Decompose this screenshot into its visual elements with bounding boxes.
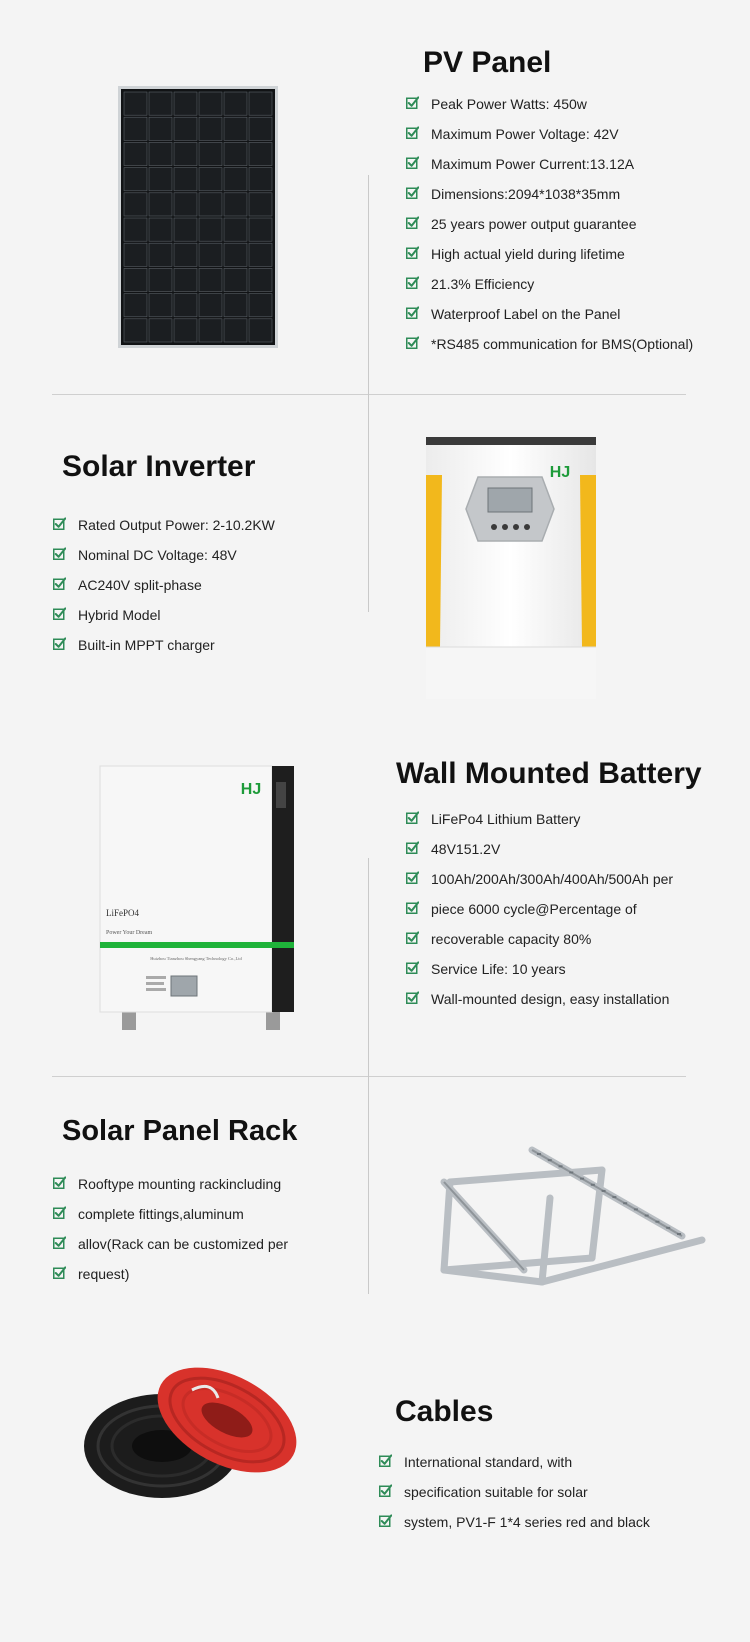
- battery-label-chemistry: LiFePO4: [106, 908, 140, 918]
- checkbox-check-icon: [406, 841, 419, 854]
- feature-item: [406, 989, 673, 1019]
- feature-item: [406, 244, 693, 274]
- rack-title: Solar Panel Rack: [62, 1115, 298, 1147]
- feature-text: Peak Power Watts: 450w: [431, 96, 587, 112]
- feature-item: [379, 1452, 650, 1482]
- checkbox-check-icon: [406, 306, 419, 319]
- checkbox-check-icon: [53, 1266, 66, 1279]
- checkbox-check-icon: [406, 811, 419, 824]
- checkbox-check-icon: [406, 126, 419, 139]
- feature-text: complete fittings,aluminum: [78, 1206, 244, 1222]
- checkbox-check-icon: [406, 186, 419, 199]
- divider-vertical-4: [368, 1076, 369, 1294]
- checkbox-check-icon: [406, 991, 419, 1004]
- checkbox-check-icon: [406, 931, 419, 944]
- cables-title: Cables: [395, 1395, 494, 1428]
- rack-feature-list: [53, 1174, 288, 1294]
- feature-text: 48V151.2V: [431, 841, 501, 857]
- feature-text: 25 years power output guarantee: [431, 216, 637, 232]
- feature-item: [406, 959, 673, 989]
- feature-item: [53, 545, 275, 575]
- feature-text: Rooftype mounting rackincluding: [78, 1176, 282, 1192]
- checkbox-check-icon: [406, 961, 419, 974]
- feature-item: [406, 184, 693, 214]
- checkbox-check-icon: [406, 156, 419, 169]
- inverter-image: [420, 437, 602, 699]
- feature-text: specification suitable for solar: [404, 1484, 588, 1500]
- feature-text: request): [78, 1266, 130, 1282]
- feature-text: Dimensions:2094*1038*35mm: [431, 186, 621, 202]
- checkbox-check-icon: [406, 871, 419, 884]
- feature-item: [406, 154, 693, 184]
- cables-image: [62, 1350, 312, 1520]
- battery-label-slogan: Power Your Dream: [106, 930, 153, 936]
- checkbox-check-icon: [53, 1236, 66, 1249]
- feature-text: Maximum Power Current:13.12A: [431, 156, 635, 172]
- feature-text: Built-in MPPT charger: [78, 637, 215, 653]
- divider-horizontal-1: [52, 394, 686, 395]
- feature-text: Waterproof Label on the Panel: [431, 306, 621, 322]
- battery-image: [96, 762, 298, 1034]
- checkbox-check-icon: [379, 1454, 392, 1467]
- inverter-title: Solar Inverter: [62, 450, 256, 483]
- feature-item: [406, 214, 693, 244]
- feature-item: [53, 1204, 288, 1234]
- feature-item: [53, 605, 275, 635]
- checkbox-check-icon: [53, 547, 66, 560]
- divider-horizontal-2: [52, 1076, 686, 1077]
- feature-text: *RS485 communication for BMS(Optional): [431, 336, 694, 352]
- cables-feature-list: [379, 1452, 650, 1542]
- checkbox-check-icon: [406, 276, 419, 289]
- feature-text: 21.3% Efficiency: [431, 276, 535, 292]
- feature-item: [53, 575, 275, 605]
- divider-vertical-2: [368, 394, 369, 612]
- inverter-feature-list: [53, 515, 275, 665]
- svg-text:HJ: HJ: [549, 464, 571, 481]
- checkbox-check-icon: [406, 216, 419, 229]
- feature-item: [53, 635, 275, 665]
- checkbox-check-icon: [379, 1514, 392, 1527]
- checkbox-check-icon: [406, 901, 419, 914]
- feature-text: High actual yield during lifetime: [431, 246, 625, 262]
- feature-text: Wall-mounted design, easy installation: [431, 991, 670, 1007]
- feature-text: Nominal DC Voltage: 48V: [78, 547, 237, 563]
- feature-item: [406, 899, 673, 929]
- checkbox-check-icon: [53, 577, 66, 590]
- feature-item: [379, 1482, 650, 1512]
- solar-panel-image: [118, 86, 278, 348]
- feature-text: 100Ah/200Ah/300Ah/400Ah/500Ah per: [431, 871, 674, 887]
- pv-panel-feature-list: [406, 94, 693, 364]
- feature-text: allov(Rack can be customized per: [78, 1236, 289, 1252]
- feature-text: International standard, with: [404, 1454, 573, 1470]
- checkbox-check-icon: [406, 246, 419, 259]
- feature-text: system, PV1-F 1*4 series red and black: [404, 1514, 650, 1530]
- divider-vertical-1: [368, 175, 369, 395]
- feature-text: Service Life: 10 years: [431, 961, 566, 977]
- feature-text: Rated Output Power: 2-10.2KW: [78, 517, 275, 533]
- feature-item: [53, 1264, 288, 1294]
- battery-title: Wall Mounted Battery: [396, 757, 702, 790]
- feature-item: [406, 274, 693, 304]
- feature-item: [53, 515, 275, 545]
- pv-panel-title: PV Panel: [423, 46, 552, 79]
- feature-item: [406, 94, 693, 124]
- checkbox-check-icon: [53, 1206, 66, 1219]
- feature-item: [406, 839, 673, 869]
- checkbox-check-icon: [379, 1484, 392, 1497]
- feature-item: [406, 809, 673, 839]
- battery-label-company: Huizhou Tianzhou Shengyang Technology Co.,Ltd: [150, 956, 242, 961]
- feature-item: [53, 1234, 288, 1264]
- feature-item: [53, 1174, 288, 1204]
- feature-text: Hybrid Model: [78, 607, 161, 623]
- feature-item: [379, 1512, 650, 1542]
- checkbox-check-icon: [53, 637, 66, 650]
- checkbox-check-icon: [406, 336, 419, 349]
- panel-rack-image: [432, 1140, 712, 1290]
- checkbox-check-icon: [53, 517, 66, 530]
- feature-text: LiFePo4 Lithium Battery: [431, 811, 581, 827]
- feature-item: [406, 929, 673, 959]
- checkbox-check-icon: [53, 607, 66, 620]
- battery-feature-list: [406, 809, 673, 1019]
- svg-text:HJ: HJ: [240, 781, 262, 798]
- feature-item: [406, 334, 693, 364]
- checkbox-check-icon: [53, 1176, 66, 1189]
- feature-text: recoverable capacity 80%: [431, 931, 592, 947]
- feature-item: [406, 124, 693, 154]
- feature-text: piece 6000 cycle@Percentage of: [431, 901, 637, 917]
- divider-vertical-3: [368, 858, 369, 1078]
- feature-text: AC240V split-phase: [78, 577, 202, 593]
- feature-text: Maximum Power Voltage: 42V: [431, 126, 619, 142]
- feature-item: [406, 304, 693, 334]
- checkbox-check-icon: [406, 96, 419, 109]
- feature-item: [406, 869, 673, 899]
